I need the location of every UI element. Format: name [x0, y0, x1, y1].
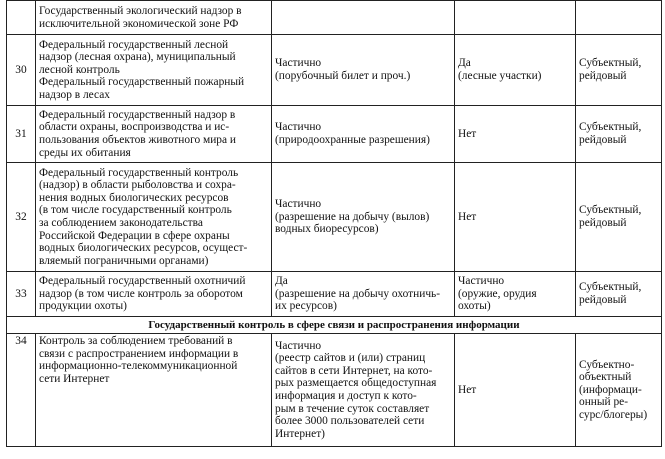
model-cell [576, 1, 662, 35]
control-types-table [6, 0, 662, 447]
row-number [7, 1, 36, 35]
row-number: 32 [7, 163, 36, 272]
row-number: 31 [7, 106, 36, 163]
row-number: 33 [7, 272, 36, 317]
permit-cell: Частично (порубочный билет и проч.) [272, 35, 455, 106]
table-row [7, 1, 662, 35]
model-cell: Субъектно- объектный (информаци- онный ре- сурс/блогеры) [576, 334, 662, 447]
object-cell: Нет [455, 334, 576, 447]
table-row [7, 163, 662, 272]
model-cell: Субъектный, рейдовый [576, 106, 662, 163]
object-cell: Частично (оружие, орудия охоты) [455, 272, 576, 317]
model-cell: Субъектный, рейдовый [576, 163, 662, 272]
object-cell: Да (лесные участки) [455, 35, 576, 106]
permit-cell: Да (разрешение на добычу охотничь- их ресурсов) [272, 272, 455, 317]
section-heading-row [7, 317, 662, 334]
table-row [7, 106, 662, 163]
permit-cell: Частично (природоохранные разрешения) [272, 106, 455, 163]
row-number: 30 [7, 35, 36, 106]
section-heading: Государственный контроль в сфере связи и распространения информации [7, 317, 662, 334]
table-row [7, 35, 662, 106]
model-cell: Субъектный, рейдовый [576, 35, 662, 106]
object-cell: Нет [455, 163, 576, 272]
control-name-cell: Федеральный государственный лесной надзор (лесная охрана), муниципальный лесной контроль Федеральный государственный пожарный надзор в лесах [36, 35, 272, 106]
control-name-cell: Федеральный государственный охотничий надзор (в том числе контроль за оборотом продукции охоты) [36, 272, 272, 317]
row-number: 34 [7, 334, 36, 447]
permit-cell [272, 1, 455, 35]
control-name-cell: Федеральный государственный надзор в области охраны, воспроизводства и ис- пользования объектов животного мира и среды их обитания [36, 106, 272, 163]
permit-cell: Частично (реестр сайтов и (или) страниц сайтов в сети Интернет, на кото- рых размещается общедоступная информация и доступ к кото- рым в течение суток составляет более 3000 пользователей сети Интернет) [272, 334, 455, 447]
table-row [7, 272, 662, 317]
control-name-cell: Государственный экологический надзор в исключительной экономической зоне РФ [36, 1, 272, 35]
permit-cell: Частично (разрешение на добычу (вылов) водных биоресурсов) [272, 163, 455, 272]
control-name-cell: Контроль за соблюдением требований в связи с распространением информации в информационно-телекоммуникационной сети Интернет [36, 334, 272, 447]
object-cell [455, 1, 576, 35]
table-row [7, 334, 662, 447]
model-cell: Субъектный, рейдовый [576, 272, 662, 317]
object-cell: Нет [455, 106, 576, 163]
control-name-cell: Федеральный государственный контроль (надзор) в области рыболовства и сохра- нения водных биологических ресурсов (в том числе государственный контроль за соблюдением законодательства Российской Федерации в сфере охраны водных биологических ресурсов, осущест- вляемый пограничными органами) [36, 163, 272, 272]
